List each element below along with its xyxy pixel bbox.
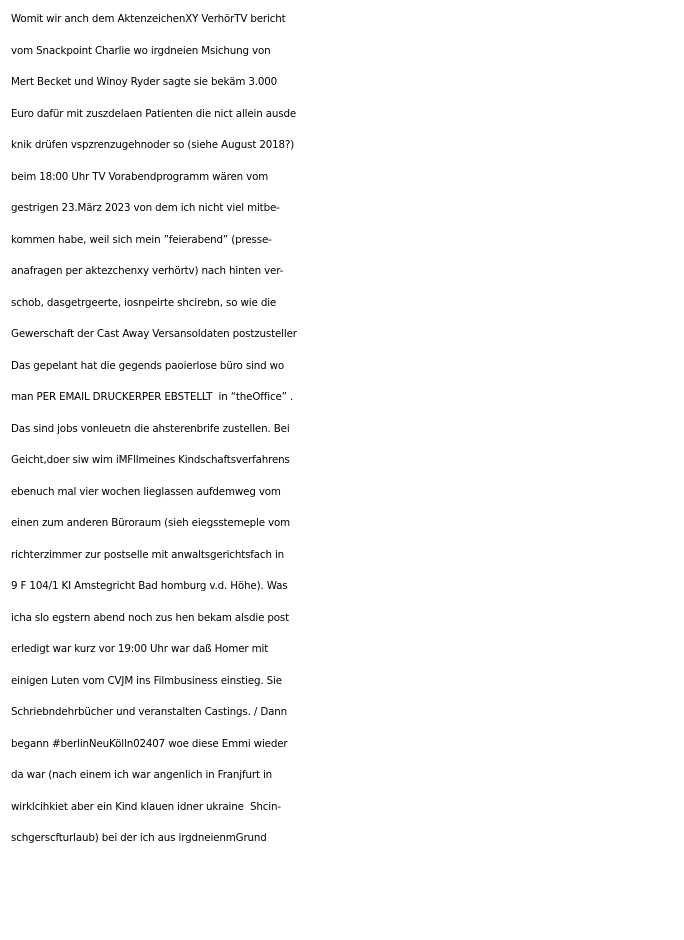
text-line: vom Snackpoint Charlie wo irgdneien Msichung von	[11, 44, 271, 57]
text-line: icha slo egstern abend noch zus hen bekam alsdie post	[11, 611, 290, 624]
text-line: knik drüfen vspzrenzugehnoder so (siehe August 2018?)	[11, 139, 295, 151]
text-line: Womit wir anch dem AktenzeichenXY VerhörTV bericht	[11, 13, 286, 25]
text-line: anafragen per aktezchenxy verhörtv) nach hinten ver-	[11, 265, 284, 277]
text-line: Das gepelant hat die gegends paoierlose büro sind wo	[11, 359, 285, 372]
text-line: Das sind jobs vonleuetn die ahsterenbrife zustellen. Bei	[11, 422, 290, 435]
text-line: beim 18:00 Uhr TV Vorabendprogramm wären vom	[11, 170, 269, 183]
text-line: man PER EMAIL DRUCKERPER EBSTELLT in “theOffice” .	[11, 391, 294, 403]
text-line: ebenuch mal vier wochen lieglassen aufdemweg vom	[11, 485, 281, 498]
text-line: Schriebndehrbücher und veranstalten Castings. / Dann	[11, 706, 288, 718]
text-line: Mert Becket und Winoy Ryder sagte sie bekäm 3.000	[11, 76, 278, 88]
text-line: wirklcihkiet aber ein Kind klauen idner ukraine Shcin-	[11, 800, 281, 813]
body-text	[11, 4, 681, 855]
text-line: 9 F 104/1 KI Amstegricht Bad homburg v.d. Höhe). Was	[11, 580, 288, 592]
text-line: Euro dafür mit zuszdelaen Patienten die nict allein ausde	[11, 107, 297, 120]
text-line: kommen habe, weil sich mein ”feierabend” (presse-	[11, 233, 272, 246]
text-line: gestrigen 23.März 2023 von dem ich nicht viel mitbe-	[11, 202, 280, 214]
text-line: erledigt war kurz vor 19:00 Uhr war daß Homer mit	[11, 643, 269, 655]
text-line: Geicht,doer siw wim iMFllmeines Kindschaftsverfahrens	[11, 454, 290, 466]
text-line: einigen Luten vom CVJM ins Filmbusiness einstieg. Sie	[11, 674, 282, 687]
text-line: einen zum anderen Büroraum (sieh eiegsstemeple vom	[11, 517, 291, 529]
text-line: richterzimmer zur postselle mit anwaltsgerichtsfach in	[11, 548, 285, 561]
text-line: schob, dasgetrgeerte, iosnpeirte shcirebn, so wie die	[11, 296, 277, 309]
text-line: begann #berlinNeuKölln02407 woe diese Emmi wieder	[11, 737, 288, 750]
text-line: da war (nach einem ich war angenlich in Franjfurt in	[11, 769, 273, 781]
text-line: Gewerschaft der Cast Away Versansoldaten postzusteller	[11, 328, 297, 340]
text-line: schgerscfturlaub) bei der ich aus irgdneienmGrund	[11, 832, 267, 844]
